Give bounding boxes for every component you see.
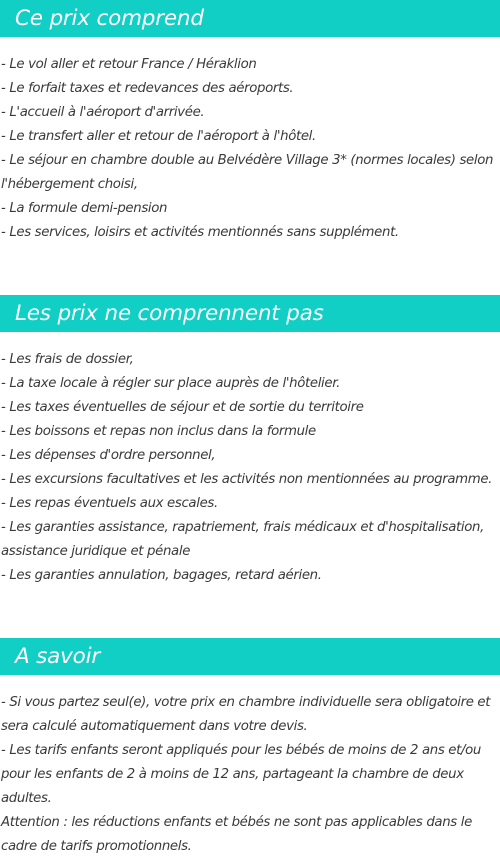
list-item: - Les taxes éventuelles de séjour et de sortie du territoire <box>1 400 364 415</box>
list-item: - Le transfert aller et retour de l'aéroport à l'hôtel. <box>1 129 316 144</box>
list-item: - Les excursions facultatives et les activités non mentionnées au programme. <box>1 472 493 487</box>
section-body <box>0 53 500 245</box>
list-item: - L'accueil à l'aéroport d'arrivée. <box>1 105 205 120</box>
list-item: - Les tarifs enfants seront appliqués pour les bébés de moins de 2 ans et/ou pour les enfants de 2 à moins de 12 ans, partageant la chambre de deux adultes. <box>1 743 481 806</box>
section-body <box>0 691 500 859</box>
list-item: - Les garanties assistance, rapatriement, frais médicaux et d'hospitalisation, assistance juridique et pénale <box>1 520 484 559</box>
list-item: - La taxe locale à régler sur place auprès de l'hôtelier. <box>1 376 340 391</box>
list-item: - Les dépenses d'ordre personnel, <box>1 448 216 463</box>
list-item: - Le forfait taxes et redevances des aéroports. <box>1 81 294 96</box>
list-item: Attention : les réductions enfants et bébés ne sont pas applicables dans le cadre de tarifs promotionnels. <box>1 815 472 854</box>
section-price-excludes <box>0 295 500 588</box>
list-item: - Les boissons et repas non inclus dans la formule <box>1 424 316 439</box>
section-title: Ce prix comprend <box>0 0 500 37</box>
list-item: - La formule demi-pension <box>1 201 168 216</box>
list-item: - Les repas éventuels aux escales. <box>1 496 218 511</box>
list-item: - Si vous partez seul(e), votre prix en chambre individuelle sera obligatoire et sera calculé automatiquement dans votre devis. <box>1 695 491 734</box>
section-title: Les prix ne comprennent pas <box>0 295 500 332</box>
section-body <box>0 348 500 588</box>
list-item: - Les frais de dossier, <box>1 352 134 367</box>
section-title: A savoir <box>0 638 500 675</box>
list-item: - Les services, loisirs et activités mentionnés sans supplément. <box>1 225 399 240</box>
section-good-to-know <box>0 638 500 859</box>
list-item: - Le vol aller et retour France / Héraklion <box>1 57 257 72</box>
section-price-includes <box>0 0 500 245</box>
list-item: - Les garanties annulation, bagages, retard aérien. <box>1 568 322 583</box>
list-item: - Le séjour en chambre double au Belvédère Village 3* (normes locales) selon l'hébergement choisi, <box>1 153 494 192</box>
